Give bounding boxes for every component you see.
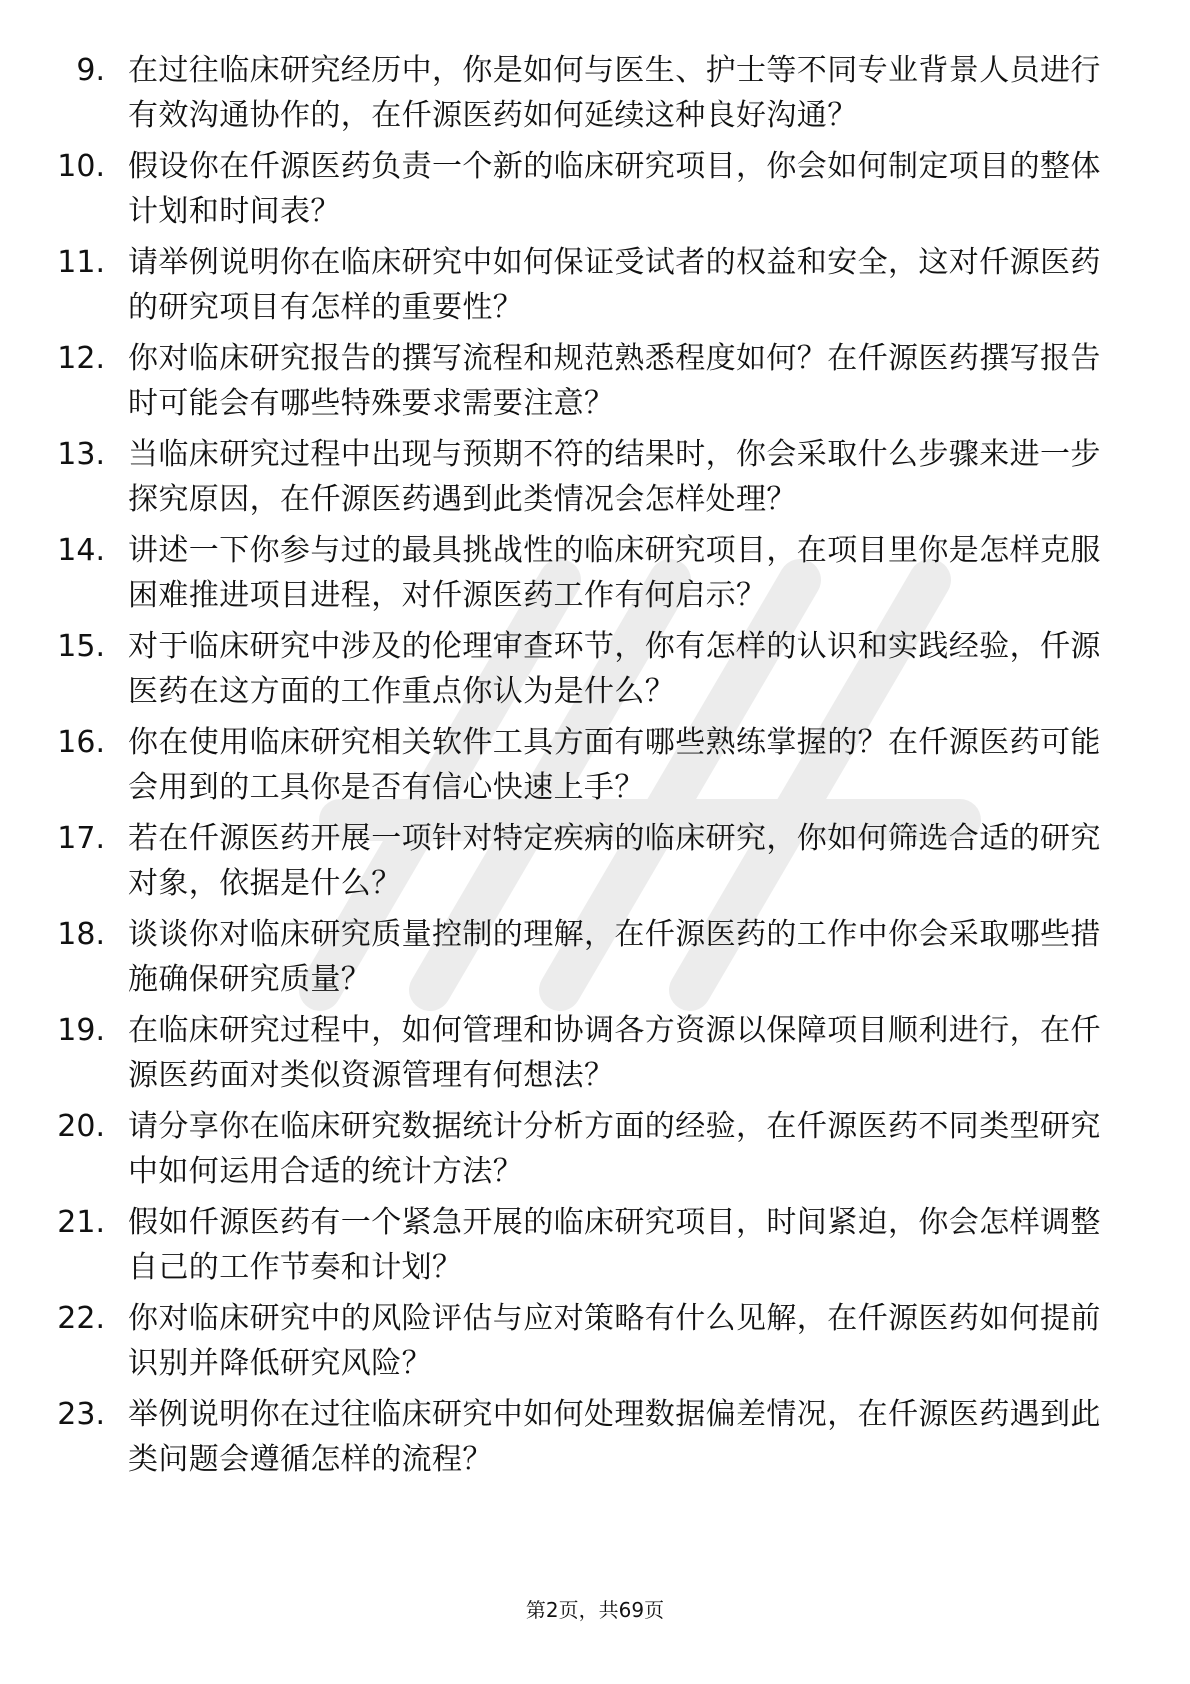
question-number: 16. bbox=[57, 725, 105, 760]
question-item bbox=[0, 1008, 1190, 1098]
question-text: 讲述一下你参与过的最具挑战性的临床研究项目，在项目里你是怎样克服困难推进项目进程，对仟源医药工作有何启示？ bbox=[128, 533, 1101, 613]
question-number: 22. bbox=[57, 1301, 105, 1336]
question-text: 举例说明你在过往临床研究中如何处理数据偏差情况，在仟源医药遇到此类问题会遵循怎样的流程？ bbox=[128, 1397, 1101, 1477]
page-number-footer: 第2页，共69页 bbox=[525, 1598, 665, 1622]
question-number: 23. bbox=[57, 1397, 105, 1432]
question-text: 若在仟源医药开展一项针对特定疾病的临床研究，你如何筛选合适的研究对象，依据是什么？ bbox=[128, 821, 1101, 901]
question-item bbox=[0, 720, 1190, 810]
question-text: 请举例说明你在临床研究中如何保证受试者的权益和安全，这对仟源医药的研究项目有怎样的重要性？ bbox=[128, 245, 1101, 325]
question-item bbox=[0, 336, 1190, 426]
question-text: 请分享你在临床研究数据统计分析方面的经验，在仟源医药不同类型研究中如何运用合适的统计方法？ bbox=[128, 1109, 1101, 1189]
question-number: 14. bbox=[57, 533, 105, 568]
question-text: 你在使用临床研究相关软件工具方面有哪些熟练掌握的？在仟源医药可能会用到的工具你是否有信心快速上手？ bbox=[128, 725, 1101, 805]
question-number: 13. bbox=[57, 437, 105, 472]
question-number: 10. bbox=[57, 149, 105, 184]
question-text: 在过往临床研究经历中，你是如何与医生、护士等不同专业背景人员进行有效沟通协作的，在仟源医药如何延续这种良好沟通？ bbox=[128, 53, 1101, 133]
question-text: 假如仟源医药有一个紧急开展的临床研究项目，时间紧迫，你会怎样调整自己的工作节奏和计划？ bbox=[128, 1205, 1101, 1285]
question-number: 19. bbox=[57, 1013, 105, 1048]
question-item bbox=[0, 1104, 1190, 1194]
question-number: 12. bbox=[57, 341, 105, 376]
question-item bbox=[0, 144, 1190, 234]
question-item bbox=[0, 1200, 1190, 1290]
question-item bbox=[0, 48, 1190, 138]
question-number: 20. bbox=[57, 1109, 105, 1144]
question-item bbox=[0, 624, 1190, 714]
question-number: 15. bbox=[57, 629, 105, 664]
question-item bbox=[0, 912, 1190, 1002]
question-text: 你对临床研究报告的撰写流程和规范熟悉程度如何？在仟源医药撰写报告时可能会有哪些特殊要求需要注意？ bbox=[128, 341, 1101, 421]
question-text: 对于临床研究中涉及的伦理审查环节，你有怎样的认识和实践经验，仟源医药在这方面的工作重点你认为是什么？ bbox=[128, 629, 1101, 709]
question-text: 你对临床研究中的风险评估与应对策略有什么见解，在仟源医药如何提前识别并降低研究风险？ bbox=[128, 1301, 1101, 1381]
question-number: 11. bbox=[57, 245, 105, 280]
question-item bbox=[0, 1296, 1190, 1386]
question-item bbox=[0, 240, 1190, 330]
question-item bbox=[0, 1392, 1190, 1482]
question-text: 谈谈你对临床研究质量控制的理解，在仟源医药的工作中你会采取哪些措施确保研究质量？ bbox=[128, 917, 1101, 997]
question-number: 17. bbox=[57, 821, 105, 856]
question-text: 在临床研究过程中，如何管理和协调各方资源以保障项目顺利进行，在仟源医药面对类似资源管理有何想法？ bbox=[128, 1013, 1101, 1093]
question-number: 21. bbox=[57, 1205, 105, 1240]
question-text: 当临床研究过程中出现与预期不符的结果时，你会采取什么步骤来进一步探究原因，在仟源医药遇到此类情况会怎样处理？ bbox=[128, 437, 1101, 517]
question-item bbox=[0, 432, 1190, 522]
question-number: 18. bbox=[57, 917, 105, 952]
question-item bbox=[0, 816, 1190, 906]
question-number: 9. bbox=[76, 53, 105, 88]
question-item bbox=[0, 528, 1190, 618]
question-text: 假设你在仟源医药负责一个新的临床研究项目，你会如何制定项目的整体计划和时间表？ bbox=[128, 149, 1101, 229]
